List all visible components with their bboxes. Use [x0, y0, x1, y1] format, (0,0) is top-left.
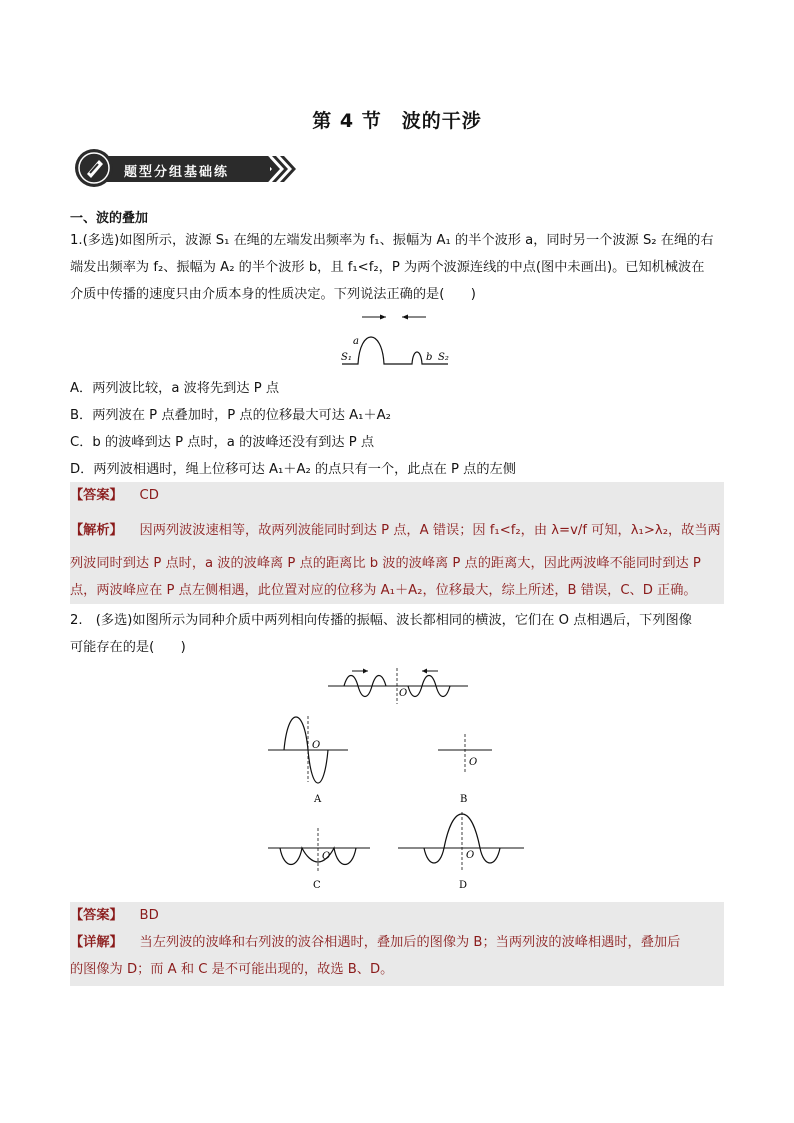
wave-b-label: b — [426, 352, 433, 363]
q2-stem-line-2: 可能存在的是( ) — [70, 640, 186, 655]
rightward-arrow-icon — [362, 315, 386, 320]
q1-option-a: A．两列波比较，a 波将先到达 P 点 — [70, 381, 280, 396]
origin-label: O — [469, 757, 478, 768]
q1-stem-line-3: 介质中传播的速度只由介质本身的性质决定。下列说法正确的是( ) — [70, 287, 476, 302]
choice-a-label: A — [314, 794, 322, 805]
q1-option-b: B．两列波在 P 点叠加时，P 点的位移最大可达 A₁＋A₂ — [70, 408, 391, 423]
choice-b-label: B — [460, 794, 468, 805]
q2-choice-c-figure — [266, 826, 374, 892]
q2-choice-b-figure — [436, 732, 496, 808]
banner-label: 题型分组基础练 — [124, 165, 230, 180]
q1-stem-line-1: 1.(多选)如图所示，波源 S₁ 在绳的左端发出频率为 f₁、振幅为 A₁ 的半个波形 a，同时另一个波源 S₂ 在绳的右 — [70, 233, 714, 248]
q1-stem-line-2: 端发出频率为 f₂、振幅为 A₂ 的半个波形 b，且 f₁<f₂，P 为两个波源连线的中点(图中未画出)。已知机械波在 — [70, 260, 705, 275]
q1-analysis-line-1: 因两列波波速相等，故两列波能同时到达 P 点，A 错误；因 f₁<f₂，由 λ=v/f 可知，λ₁>λ₂，故当两 — [139, 523, 721, 538]
q2-incoming-waves-figure — [326, 664, 470, 706]
q1-answer-label: 【答案】 — [70, 488, 123, 503]
q1-analysis-row-1 — [70, 517, 724, 544]
wave-a-label: a — [353, 336, 359, 347]
source-s1-label: S₁ — [341, 352, 352, 363]
q2-detail-line-1: 当左列波的波峰和右列波的波谷相遇时，叠加后的图像为 B；当两列波的波峰相遇时，叠加后 — [139, 935, 681, 950]
section-banner — [74, 148, 296, 188]
q2-choice-a-figure — [266, 712, 378, 808]
q1-rope-figure — [336, 308, 460, 372]
choice-c-label: C — [313, 880, 321, 891]
q1-option-c: C．b 的波峰到达 P 点时，a 的波峰还没有到达 P 点 — [70, 435, 375, 450]
origin-label: O — [312, 740, 321, 751]
q1-analysis-label: 【解析】 — [70, 523, 123, 538]
q1-option-d: D．两列波相遇时，绳上位移可达 A₁＋A₂ 的点只有一个，此点在 P 点的左侧 — [70, 462, 516, 477]
q2-answer-label: 【答案】 — [70, 908, 123, 923]
leftward-arrow-icon — [422, 669, 438, 674]
q2-detail-row-1 — [70, 929, 724, 956]
q2-choice-d-figure — [396, 810, 528, 892]
origin-label: O — [322, 851, 331, 862]
choice-d-label: D — [459, 880, 468, 891]
section-heading: 一、波的叠加 — [70, 211, 149, 226]
origin-label: O — [399, 688, 408, 699]
q2-answer-row — [70, 902, 724, 929]
q1-answer-value: CD — [139, 488, 159, 503]
page-title: 第 4 节 波的干涉 — [312, 110, 482, 132]
banner-stripes-icon — [260, 156, 300, 182]
q2-stem-line-1: 2. (多选)如图所示为同种介质中两列相向传播的振幅、波长都相同的横波，它们在 O 点相遇后，下列图像 — [70, 613, 692, 628]
q2-detail-line-2: 的图像为 D；而 A 和 C 是不可能出现的，故选 B、D。 — [70, 962, 394, 977]
leftward-arrow-icon — [402, 315, 426, 320]
q1-analysis-line-2: 列波同时到达 P 点时，a 波的波峰离 P 点的距离比 b 波的波峰离 P 点的距离大，因此两波峰不能同时到达 P — [70, 556, 701, 571]
q2-answer-value: BD — [139, 908, 159, 923]
source-s2-label: S₂ — [438, 352, 449, 363]
q1-analysis-line-3: 点，两波峰应在 P 点左侧相遇，此位置对应的位移为 A₁＋A₂，位移最大，综上所述，B 错误，C、D 正确。 — [70, 583, 697, 598]
rightward-arrow-icon — [352, 669, 368, 674]
q1-answer-row — [70, 482, 724, 509]
q2-detail-label: 【详解】 — [70, 935, 123, 950]
banner-badge-icon — [74, 148, 114, 188]
origin-label: O — [466, 850, 475, 861]
